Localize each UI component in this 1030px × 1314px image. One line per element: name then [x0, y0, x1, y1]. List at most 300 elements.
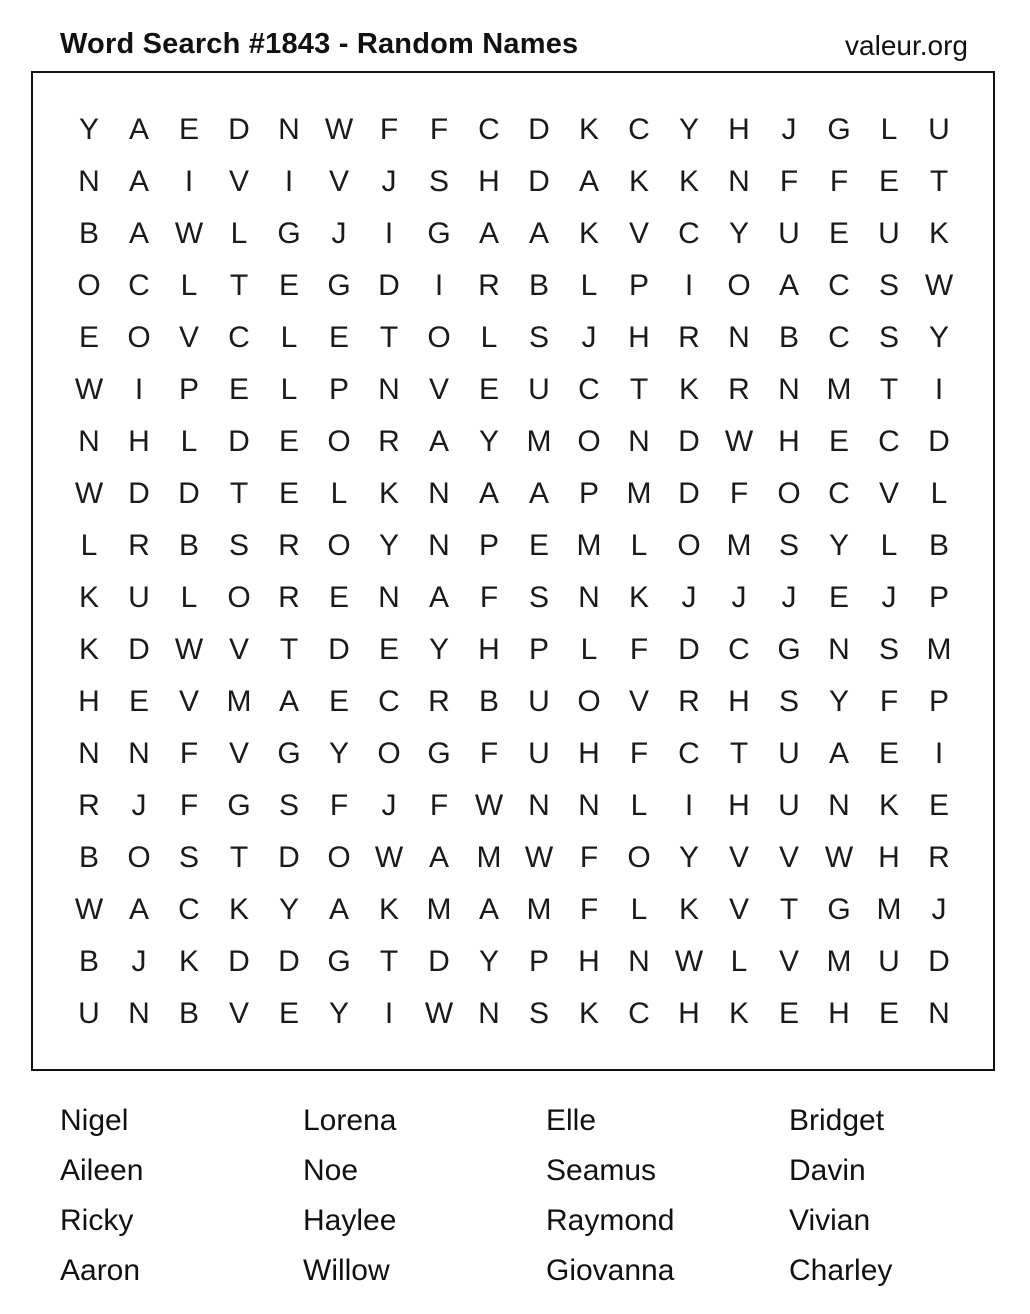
grid-letter[interactable]: H [828, 997, 850, 1030]
grid-letter[interactable]: Y [678, 113, 699, 146]
grid-letter[interactable]: T [379, 945, 399, 978]
grid-letter[interactable]: H [78, 685, 100, 718]
grid-letter[interactable]: S [178, 841, 199, 874]
grid-letter[interactable]: C [828, 321, 850, 354]
grid-letter[interactable]: N [578, 789, 600, 822]
grid-letter[interactable]: D [678, 477, 700, 510]
grid-letter[interactable]: O [427, 321, 451, 354]
grid-letter[interactable]: F [779, 165, 799, 198]
grid-letter[interactable]: I [284, 165, 294, 198]
grid-letter[interactable]: B [528, 269, 549, 302]
grid-letter[interactable]: J [131, 945, 147, 978]
grid-letter[interactable]: A [428, 425, 449, 458]
grid-letter[interactable]: C [728, 633, 750, 666]
grid-letter[interactable]: K [78, 581, 99, 614]
grid-letter[interactable]: N [828, 633, 850, 666]
grid-letter[interactable]: M [626, 477, 652, 510]
grid-letter[interactable]: A [128, 893, 149, 926]
grid-letter[interactable]: Y [328, 997, 349, 1030]
grid-letter[interactable]: A [328, 893, 349, 926]
grid-letter[interactable]: S [878, 633, 899, 666]
grid-letter[interactable]: E [778, 997, 799, 1030]
grid-letter[interactable]: N [378, 581, 400, 614]
grid-letter[interactable]: K [628, 165, 649, 198]
grid-letter[interactable]: V [878, 477, 899, 510]
grid-letter[interactable]: D [678, 633, 700, 666]
grid-letter[interactable]: E [278, 269, 299, 302]
grid-letter[interactable]: U [778, 217, 800, 250]
grid-letter[interactable]: F [479, 737, 499, 770]
grid-letter[interactable]: G [327, 945, 351, 978]
grid-letter[interactable]: E [878, 737, 899, 770]
grid-letter[interactable]: R [428, 685, 450, 718]
grid-letter[interactable]: S [528, 997, 549, 1030]
grid-letter[interactable]: D [228, 945, 250, 978]
grid-letter[interactable]: K [878, 789, 899, 822]
grid-letter[interactable]: K [678, 165, 699, 198]
grid-letter[interactable]: M [576, 529, 602, 562]
grid-letter[interactable]: O [227, 581, 251, 614]
grid-letter[interactable]: N [78, 737, 100, 770]
grid-letter[interactable]: F [479, 581, 499, 614]
grid-letter[interactable]: N [278, 113, 300, 146]
grid-letter[interactable]: W [74, 477, 104, 510]
grid-letter[interactable]: F [629, 633, 649, 666]
grid-letter[interactable]: W [474, 789, 504, 822]
grid-letter[interactable]: S [278, 789, 299, 822]
grid-letter[interactable]: O [577, 425, 601, 458]
grid-letter[interactable]: E [478, 373, 499, 406]
grid-letter[interactable]: O [727, 269, 751, 302]
grid-letter[interactable]: F [379, 113, 399, 146]
grid-letter[interactable]: I [384, 217, 394, 250]
grid-letter[interactable]: D [278, 945, 300, 978]
grid-letter[interactable]: F [629, 737, 649, 770]
grid-letter[interactable]: F [829, 165, 849, 198]
grid-letter[interactable]: C [828, 477, 850, 510]
grid-letter[interactable]: E [278, 997, 299, 1030]
grid-letter[interactable]: I [684, 789, 694, 822]
grid-letter[interactable]: N [628, 425, 650, 458]
grid-letter[interactable]: K [578, 113, 599, 146]
grid-letter[interactable]: J [931, 893, 947, 926]
grid-letter[interactable]: S [428, 165, 449, 198]
grid-letter[interactable]: S [778, 529, 799, 562]
grid-letter[interactable]: A [128, 113, 149, 146]
grid-letter[interactable]: E [328, 581, 349, 614]
grid-letter[interactable]: B [478, 685, 499, 718]
grid-letter[interactable]: B [778, 321, 799, 354]
grid-letter[interactable]: L [930, 477, 948, 510]
grid-letter[interactable]: O [327, 841, 351, 874]
grid-letter[interactable]: C [578, 373, 600, 406]
grid-letter[interactable]: M [726, 529, 752, 562]
grid-letter[interactable]: J [731, 581, 747, 614]
grid-letter[interactable]: J [681, 581, 697, 614]
grid-letter[interactable]: W [824, 841, 854, 874]
grid-letter[interactable]: W [324, 113, 354, 146]
grid-letter[interactable]: K [678, 893, 699, 926]
grid-letter[interactable]: K [628, 581, 649, 614]
grid-letter[interactable]: F [579, 841, 599, 874]
grid-letter[interactable]: S [528, 581, 549, 614]
grid-letter[interactable]: C [478, 113, 500, 146]
grid-letter[interactable]: V [328, 165, 349, 198]
grid-letter[interactable]: S [528, 321, 549, 354]
grid-letter[interactable]: H [878, 841, 900, 874]
grid-letter[interactable]: N [478, 997, 500, 1030]
grid-letter[interactable]: M [826, 945, 852, 978]
grid-letter[interactable]: N [728, 321, 750, 354]
grid-letter[interactable]: W [374, 841, 404, 874]
grid-letter[interactable]: H [728, 685, 750, 718]
grid-letter[interactable]: N [928, 997, 950, 1030]
grid-letter[interactable]: V [428, 373, 449, 406]
grid-letter[interactable]: G [277, 737, 301, 770]
grid-letter[interactable]: Y [378, 529, 399, 562]
grid-letter[interactable]: W [924, 269, 954, 302]
grid-letter[interactable]: O [127, 841, 151, 874]
grid-letter[interactable]: D [528, 165, 550, 198]
grid-letter[interactable]: V [728, 893, 749, 926]
grid-letter[interactable]: U [78, 997, 100, 1030]
grid-letter[interactable]: Y [828, 529, 849, 562]
grid-letter[interactable]: Y [278, 893, 299, 926]
grid-letter[interactable]: W [724, 425, 754, 458]
grid-letter[interactable]: G [427, 737, 451, 770]
grid-letter[interactable]: E [78, 321, 99, 354]
grid-letter[interactable]: I [934, 737, 944, 770]
grid-letter[interactable]: E [328, 321, 349, 354]
grid-letter[interactable]: V [778, 945, 799, 978]
grid-letter[interactable]: O [627, 841, 651, 874]
grid-letter[interactable]: F [729, 477, 749, 510]
grid-letter[interactable]: N [428, 529, 450, 562]
grid-letter[interactable]: F [179, 789, 199, 822]
grid-letter[interactable]: G [277, 217, 301, 250]
grid-letter[interactable]: T [879, 373, 899, 406]
grid-letter[interactable]: J [381, 165, 397, 198]
grid-letter[interactable]: L [580, 269, 598, 302]
grid-letter[interactable]: E [178, 113, 199, 146]
grid-letter[interactable]: V [228, 633, 249, 666]
grid-letter[interactable]: K [728, 997, 749, 1030]
grid-letter[interactable]: N [78, 425, 100, 458]
grid-letter[interactable]: M [526, 893, 552, 926]
grid-letter[interactable]: A [478, 893, 499, 926]
grid-letter[interactable]: C [828, 269, 850, 302]
grid-letter[interactable]: A [778, 269, 799, 302]
grid-letter[interactable]: K [378, 893, 399, 926]
grid-letter[interactable]: D [378, 269, 400, 302]
grid-letter[interactable]: Y [428, 633, 449, 666]
grid-letter[interactable]: E [828, 217, 849, 250]
grid-letter[interactable]: E [828, 581, 849, 614]
grid-letter[interactable]: L [280, 321, 298, 354]
grid-letter[interactable]: N [128, 997, 150, 1030]
grid-letter[interactable]: U [528, 737, 550, 770]
grid-letter[interactable]: C [378, 685, 400, 718]
grid-letter[interactable]: V [178, 685, 199, 718]
grid-letter[interactable]: I [434, 269, 444, 302]
grid-letter[interactable]: N [378, 373, 400, 406]
grid-letter[interactable]: U [778, 737, 800, 770]
grid-letter[interactable]: D [928, 945, 950, 978]
grid-letter[interactable]: N [78, 165, 100, 198]
grid-letter[interactable]: L [280, 373, 298, 406]
grid-letter[interactable]: C [678, 737, 700, 770]
grid-letter[interactable]: A [578, 165, 599, 198]
grid-letter[interactable]: G [327, 269, 351, 302]
grid-letter[interactable]: J [881, 581, 897, 614]
grid-letter[interactable]: V [228, 997, 249, 1030]
grid-letter[interactable]: K [378, 477, 399, 510]
grid-letter[interactable]: E [328, 685, 349, 718]
grid-letter[interactable]: N [728, 165, 750, 198]
grid-letter[interactable]: T [929, 165, 949, 198]
grid-letter[interactable]: W [674, 945, 704, 978]
grid-letter[interactable]: E [528, 529, 549, 562]
grid-letter[interactable]: L [230, 217, 248, 250]
grid-letter[interactable]: T [229, 841, 249, 874]
grid-letter[interactable]: U [878, 945, 900, 978]
grid-letter[interactable]: S [878, 321, 899, 354]
grid-letter[interactable]: H [478, 165, 500, 198]
grid-letter[interactable]: P [578, 477, 599, 510]
grid-letter[interactable]: Y [328, 737, 349, 770]
grid-letter[interactable]: M [876, 893, 902, 926]
grid-letter[interactable]: H [728, 789, 750, 822]
grid-letter[interactable]: H [578, 945, 600, 978]
grid-letter[interactable]: B [178, 529, 199, 562]
grid-letter[interactable]: K [228, 893, 249, 926]
grid-letter[interactable]: W [424, 997, 454, 1030]
grid-letter[interactable]: Y [478, 945, 499, 978]
grid-letter[interactable]: D [228, 113, 250, 146]
grid-letter[interactable]: V [628, 217, 649, 250]
grid-letter[interactable]: F [429, 789, 449, 822]
grid-letter[interactable]: L [180, 425, 198, 458]
grid-letter[interactable]: I [134, 373, 144, 406]
grid-letter[interactable]: M [226, 685, 252, 718]
grid-letter[interactable]: U [128, 581, 150, 614]
grid-letter[interactable]: Y [828, 685, 849, 718]
grid-letter[interactable]: K [678, 373, 699, 406]
grid-letter[interactable]: O [777, 477, 801, 510]
grid-letter[interactable]: R [478, 269, 500, 302]
grid-letter[interactable]: V [178, 321, 199, 354]
grid-letter[interactable]: Y [728, 217, 749, 250]
grid-letter[interactable]: M [426, 893, 452, 926]
grid-letter[interactable]: R [378, 425, 400, 458]
grid-letter[interactable]: E [378, 633, 399, 666]
grid-letter[interactable]: D [928, 425, 950, 458]
grid-letter[interactable]: H [628, 321, 650, 354]
grid-letter[interactable]: N [828, 789, 850, 822]
grid-letter[interactable]: N [128, 737, 150, 770]
grid-letter[interactable]: P [478, 529, 499, 562]
grid-letter[interactable]: T [729, 737, 749, 770]
grid-letter[interactable]: Y [678, 841, 699, 874]
grid-letter[interactable]: K [578, 217, 599, 250]
grid-letter[interactable]: N [628, 945, 650, 978]
grid-letter[interactable]: R [678, 321, 700, 354]
grid-letter[interactable]: P [178, 373, 199, 406]
grid-letter[interactable]: L [630, 893, 648, 926]
grid-letter[interactable]: L [880, 529, 898, 562]
grid-letter[interactable]: B [78, 945, 99, 978]
grid-letter[interactable]: E [878, 165, 899, 198]
grid-letter[interactable]: Y [478, 425, 499, 458]
grid-letter[interactable]: D [328, 633, 350, 666]
grid-letter[interactable]: V [228, 165, 249, 198]
grid-letter[interactable]: F [429, 113, 449, 146]
grid-letter[interactable]: J [781, 113, 797, 146]
grid-letter[interactable]: H [728, 113, 750, 146]
grid-letter[interactable]: F [179, 737, 199, 770]
grid-letter[interactable]: U [928, 113, 950, 146]
grid-letter[interactable]: L [180, 269, 198, 302]
grid-letter[interactable]: V [778, 841, 799, 874]
grid-letter[interactable]: M [826, 373, 852, 406]
grid-letter[interactable]: P [528, 633, 549, 666]
grid-letter[interactable]: S [778, 685, 799, 718]
grid-letter[interactable]: P [628, 269, 649, 302]
grid-letter[interactable]: U [528, 685, 550, 718]
grid-letter[interactable]: D [278, 841, 300, 874]
grid-letter[interactable]: G [777, 633, 801, 666]
grid-letter[interactable]: N [528, 789, 550, 822]
grid-letter[interactable]: L [580, 633, 598, 666]
grid-letter[interactable]: G [227, 789, 251, 822]
grid-letter[interactable]: T [279, 633, 299, 666]
grid-letter[interactable]: D [178, 477, 200, 510]
grid-letter[interactable]: J [331, 217, 347, 250]
grid-letter[interactable]: N [428, 477, 450, 510]
grid-letter[interactable]: V [728, 841, 749, 874]
grid-letter[interactable]: O [577, 685, 601, 718]
grid-letter[interactable]: L [480, 321, 498, 354]
grid-letter[interactable]: Y [78, 113, 99, 146]
grid-letter[interactable]: N [778, 373, 800, 406]
grid-letter[interactable]: E [278, 477, 299, 510]
grid-letter[interactable]: J [381, 789, 397, 822]
grid-letter[interactable]: F [579, 893, 599, 926]
grid-letter[interactable]: L [630, 529, 648, 562]
grid-letter[interactable]: R [128, 529, 150, 562]
grid-letter[interactable]: T [229, 269, 249, 302]
grid-letter[interactable]: A [828, 737, 849, 770]
grid-letter[interactable]: O [77, 269, 101, 302]
grid-letter[interactable]: W [74, 373, 104, 406]
grid-letter[interactable]: U [528, 373, 550, 406]
grid-letter[interactable]: M [526, 425, 552, 458]
grid-letter[interactable]: R [78, 789, 100, 822]
grid-letter[interactable]: R [278, 529, 300, 562]
grid-letter[interactable]: R [278, 581, 300, 614]
grid-letter[interactable]: H [778, 425, 800, 458]
grid-letter[interactable]: C [128, 269, 150, 302]
grid-letter[interactable]: E [928, 789, 949, 822]
grid-letter[interactable]: I [684, 269, 694, 302]
grid-letter[interactable]: R [928, 841, 950, 874]
grid-letter[interactable]: A [428, 841, 449, 874]
grid-letter[interactable]: D [128, 633, 150, 666]
grid-letter[interactable]: C [678, 217, 700, 250]
grid-letter[interactable]: O [677, 529, 701, 562]
grid-letter[interactable]: E [278, 425, 299, 458]
grid-letter[interactable]: G [827, 893, 851, 926]
grid-letter[interactable]: A [128, 217, 149, 250]
grid-letter[interactable]: R [678, 685, 700, 718]
grid-letter[interactable]: L [630, 789, 648, 822]
grid-letter[interactable]: P [928, 581, 949, 614]
grid-letter[interactable]: O [127, 321, 151, 354]
grid-letter[interactable]: L [880, 113, 898, 146]
grid-letter[interactable]: K [178, 945, 199, 978]
grid-letter[interactable]: J [781, 581, 797, 614]
grid-letter[interactable]: D [528, 113, 550, 146]
grid-letter[interactable]: D [428, 945, 450, 978]
grid-letter[interactable]: B [928, 529, 949, 562]
grid-letter[interactable]: A [478, 477, 499, 510]
grid-letter[interactable]: H [478, 633, 500, 666]
grid-letter[interactable]: A [428, 581, 449, 614]
grid-letter[interactable]: A [478, 217, 499, 250]
grid-letter[interactable]: E [128, 685, 149, 718]
grid-letter[interactable]: D [128, 477, 150, 510]
grid-letter[interactable]: O [377, 737, 401, 770]
grid-letter[interactable]: H [578, 737, 600, 770]
grid-letter[interactable]: C [628, 997, 650, 1030]
grid-letter[interactable]: G [827, 113, 851, 146]
grid-letter[interactable]: I [934, 373, 944, 406]
grid-letter[interactable]: W [74, 893, 104, 926]
grid-letter[interactable]: A [528, 217, 549, 250]
grid-letter[interactable]: L [180, 581, 198, 614]
grid-letter[interactable]: T [229, 477, 249, 510]
grid-letter[interactable]: W [174, 633, 204, 666]
grid-letter[interactable]: F [879, 685, 899, 718]
grid-letter[interactable]: H [128, 425, 150, 458]
grid-letter[interactable]: R [728, 373, 750, 406]
grid-letter[interactable]: V [628, 685, 649, 718]
grid-letter[interactable]: I [184, 165, 194, 198]
grid-letter[interactable]: L [730, 945, 748, 978]
grid-letter[interactable]: K [578, 997, 599, 1030]
grid-letter[interactable]: F [329, 789, 349, 822]
grid-letter[interactable]: W [174, 217, 204, 250]
grid-letter[interactable]: U [778, 789, 800, 822]
grid-letter[interactable]: B [78, 841, 99, 874]
grid-letter[interactable]: T [379, 321, 399, 354]
grid-letter[interactable]: A [528, 477, 549, 510]
grid-letter[interactable]: G [427, 217, 451, 250]
grid-letter[interactable]: O [327, 529, 351, 562]
grid-letter[interactable]: P [528, 945, 549, 978]
grid-letter[interactable]: K [78, 633, 99, 666]
grid-letter[interactable]: U [878, 217, 900, 250]
grid-letter[interactable]: E [828, 425, 849, 458]
grid-letter[interactable]: A [278, 685, 299, 718]
grid-letter[interactable]: Y [928, 321, 949, 354]
grid-letter[interactable]: S [228, 529, 249, 562]
grid-letter[interactable]: A [128, 165, 149, 198]
grid-letter[interactable]: M [926, 633, 952, 666]
grid-letter[interactable]: D [678, 425, 700, 458]
grid-letter[interactable]: J [131, 789, 147, 822]
grid-letter[interactable]: M [476, 841, 502, 874]
